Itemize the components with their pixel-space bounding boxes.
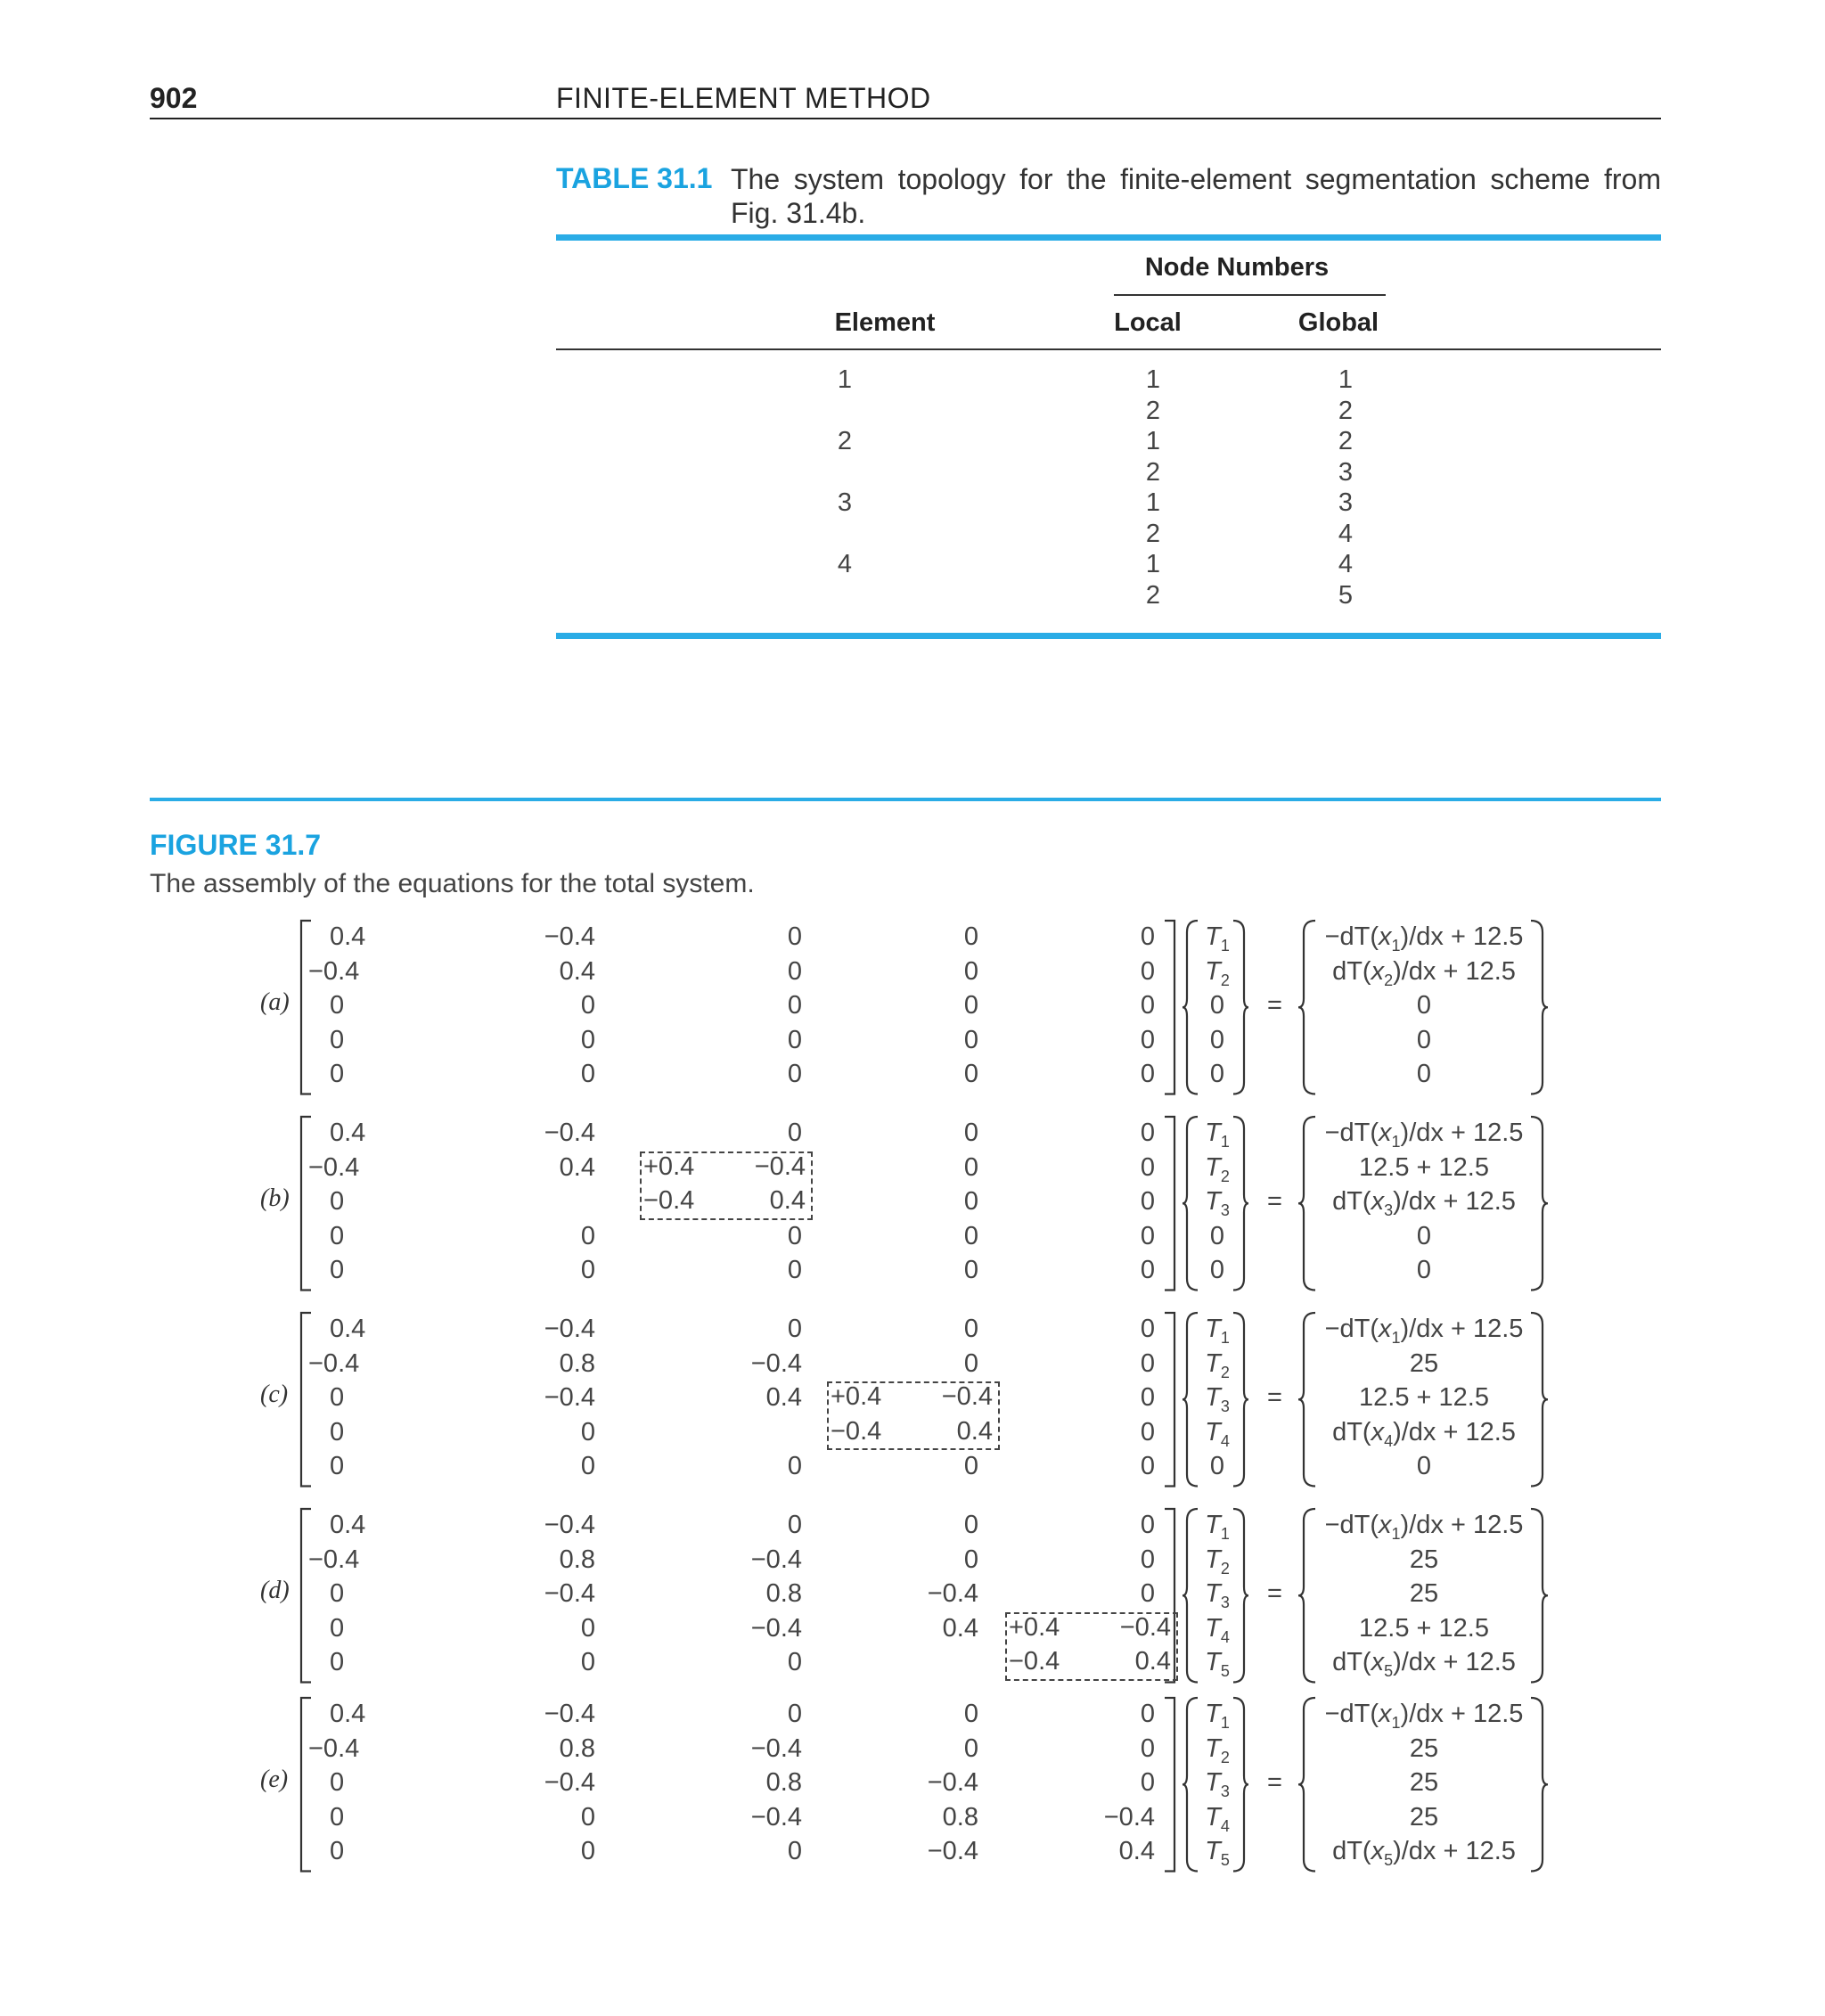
- matrix-entry: 0: [787, 1648, 802, 1676]
- unknown-entry: $T_4$: [1205, 1613, 1230, 1646]
- matrix-entry: 0: [963, 1119, 978, 1147]
- matrix-entry: −0.4: [750, 1802, 802, 1832]
- matrix-entry: 0: [787, 922, 802, 951]
- matrix-entry: 0: [787, 1256, 802, 1284]
- rhs-entry: 25: [1409, 1579, 1439, 1608]
- running-title: FINITE-ELEMENT METHOD: [556, 82, 931, 114]
- matrix-entry: −0.4: [1103, 1802, 1155, 1832]
- matrix-entry: 0: [1140, 1152, 1155, 1182]
- matrix-entry: 0: [963, 1348, 978, 1378]
- unknown-entry: $T_2$: [1205, 1152, 1230, 1185]
- matrix-entry: 0: [963, 1025, 978, 1054]
- matrix-entry: −0.4: [750, 1733, 802, 1763]
- matrix-entry: 0: [1140, 922, 1155, 951]
- matrix-entry: 0.4: [330, 1700, 366, 1728]
- matrix-entry: 0.8: [765, 1579, 802, 1608]
- rhs-entry: 0: [1416, 1060, 1432, 1088]
- unknown-entry: $T_2$: [1205, 1733, 1230, 1766]
- rhs-entry: $dT(x_2)/dx + 12.5$: [1332, 956, 1516, 989]
- box-entry: −0.4: [754, 1151, 806, 1181]
- unknown-entry: 0: [1209, 1060, 1225, 1088]
- matrix-entry: 0.8: [942, 1802, 978, 1832]
- equation-label: (e): [260, 1766, 289, 1793]
- matrix-entry: 0: [787, 1700, 802, 1728]
- matrix-entry: 0: [963, 956, 978, 986]
- table-cell-global: 4: [1338, 519, 1354, 548]
- matrix-entry: 0.4: [559, 956, 595, 986]
- matrix-entry: 0: [1140, 1348, 1155, 1378]
- table-top-rule: [556, 234, 1661, 241]
- unknown-entry: $T_1$: [1205, 1315, 1230, 1347]
- matrix-entry: 0: [330, 1613, 345, 1643]
- vector-left-brace: [1182, 920, 1199, 1095]
- matrix-right-bracket: [1164, 1116, 1176, 1291]
- matrix-entry: −0.4: [750, 1545, 802, 1574]
- matrix-entry: 0: [330, 1802, 345, 1832]
- table-caption: The system topology for the finite-element segmentation scheme from Fig. 31.4b.: [731, 163, 1661, 229]
- matrix-entry: 0: [1140, 1511, 1155, 1539]
- rhs-left-brace: [1297, 920, 1317, 1095]
- equation-label: (c): [260, 1381, 289, 1408]
- matrix-entry: 0: [787, 1511, 802, 1539]
- rhs-entry: 25: [1409, 1802, 1439, 1832]
- table-cell-element: 1: [837, 365, 853, 394]
- unknown-entry: 0: [1209, 1221, 1225, 1250]
- table-header-rule: [556, 348, 1661, 350]
- figure-top-rule: [150, 798, 1661, 801]
- equals-sign: =: [1267, 1187, 1282, 1216]
- matrix-entry: 0: [787, 1119, 802, 1147]
- matrix-entry: 0.8: [559, 1545, 595, 1574]
- table-cell-local: 2: [1145, 519, 1161, 548]
- matrix-entry: 0: [963, 1545, 978, 1574]
- matrix-entry: 0: [787, 1837, 802, 1865]
- matrix-entry: 0: [1140, 1256, 1155, 1284]
- matrix-entry: 0: [580, 1802, 595, 1832]
- matrix-entry: 0: [1140, 1545, 1155, 1574]
- box-entry: +0.4: [643, 1151, 695, 1181]
- unknown-entry: $T_1$: [1205, 1119, 1230, 1151]
- matrix-entry: 0: [1140, 1315, 1155, 1343]
- matrix-entry: −0.4: [544, 1119, 595, 1147]
- unknown-entry: $T_1$: [1205, 1511, 1230, 1543]
- matrix-entry: 0: [580, 1648, 595, 1676]
- matrix-entry: 0.4: [559, 1152, 595, 1182]
- matrix-entry: 0.4: [942, 1613, 978, 1643]
- matrix-entry: 0: [580, 1417, 595, 1446]
- table-col-local: Local: [1114, 308, 1182, 337]
- matrix-entry: 0: [1140, 1700, 1155, 1728]
- rhs-entry: $dT(x_3)/dx + 12.5$: [1332, 1187, 1516, 1219]
- table-cell-local: 1: [1145, 365, 1161, 394]
- header-rule: [150, 118, 1661, 119]
- page-number: 902: [150, 82, 198, 114]
- matrix-entry: −0.4: [544, 1383, 595, 1412]
- matrix-entry: 0: [330, 1417, 345, 1446]
- matrix-entry: 0: [330, 1648, 345, 1676]
- rhs-entry: 12.5 + 12.5: [1359, 1383, 1489, 1412]
- matrix-entry: 0: [963, 1511, 978, 1539]
- matrix-entry: 0: [330, 1452, 345, 1480]
- matrix-entry: 0: [963, 1452, 978, 1480]
- table-col-global: Global: [1297, 308, 1379, 337]
- matrix-entry: 0: [1140, 1733, 1155, 1763]
- matrix-entry: 0: [580, 1613, 595, 1643]
- table-cell-local: 1: [1145, 427, 1161, 455]
- table-cell-global: 2: [1338, 396, 1354, 425]
- box-entry: −0.4: [831, 1416, 882, 1446]
- matrix-entry: 0.4: [330, 922, 366, 951]
- unknown-entry: $T_2$: [1205, 956, 1230, 989]
- rhs-entry: $-dT(x_1)/dx + 12.5$: [1324, 1315, 1524, 1347]
- unknown-entry: $T_1$: [1205, 1700, 1230, 1732]
- matrix-entry: 0: [1140, 1417, 1155, 1446]
- matrix-entry: 0.4: [765, 1383, 802, 1412]
- matrix-entry: 0.4: [1118, 1837, 1155, 1865]
- equals-sign: =: [1267, 1383, 1282, 1412]
- rhs-entry: $-dT(x_1)/dx + 12.5$: [1324, 1119, 1524, 1151]
- vector-left-brace: [1182, 1508, 1199, 1684]
- unknown-entry: 0: [1209, 1256, 1225, 1284]
- matrix-entry: −0.4: [308, 1152, 360, 1182]
- rhs-entry: $dT(x_4)/dx + 12.5$: [1332, 1417, 1516, 1450]
- equals-sign: =: [1267, 1579, 1282, 1608]
- unknown-entry: $T_3$: [1205, 1768, 1230, 1800]
- matrix-entry: −0.4: [544, 1579, 595, 1608]
- matrix-entry: 0: [330, 991, 345, 1020]
- matrix-entry: −0.4: [750, 1613, 802, 1643]
- matrix-entry: 0: [330, 1579, 345, 1608]
- table-label: TABLE 31.1: [556, 162, 713, 194]
- rhs-left-brace: [1297, 1697, 1317, 1873]
- unknown-entry: $T_2$: [1205, 1348, 1230, 1381]
- matrix-entry: 0: [963, 1152, 978, 1182]
- rhs-entry: $dT(x_5)/dx + 12.5$: [1332, 1837, 1516, 1869]
- matrix-entry: 0: [330, 1025, 345, 1054]
- matrix-entry: 0: [963, 1700, 978, 1728]
- table-cell-global: 5: [1338, 580, 1354, 610]
- table-cell-element: 4: [837, 550, 853, 578]
- unknown-entry: $T_3$: [1205, 1383, 1230, 1415]
- vector-right-brace: [1232, 920, 1249, 1095]
- matrix-entry: 0: [330, 1187, 345, 1216]
- table-cell-local: 2: [1145, 580, 1161, 610]
- matrix-entry: 0: [330, 1837, 345, 1865]
- matrix-entry: 0: [580, 1025, 595, 1054]
- matrix-entry: 0: [580, 1060, 595, 1088]
- matrix-right-bracket: [1164, 1697, 1176, 1873]
- matrix-entry: 0: [787, 991, 802, 1020]
- matrix-entry: 0.8: [765, 1768, 802, 1797]
- matrix-entry: 0: [963, 991, 978, 1020]
- matrix-entry: 0: [580, 991, 595, 1020]
- matrix-entry: 0: [787, 1221, 802, 1250]
- matrix-entry: 0.8: [559, 1348, 595, 1378]
- matrix-left-bracket: [299, 1312, 312, 1487]
- matrix-entry: 0: [1140, 1383, 1155, 1412]
- unknown-entry: $T_3$: [1205, 1187, 1230, 1219]
- matrix-entry: 0: [330, 1256, 345, 1284]
- rhs-entry: $-dT(x_1)/dx + 12.5$: [1324, 922, 1524, 955]
- table-cell-local: 1: [1145, 488, 1161, 517]
- rhs-entry: 25: [1409, 1768, 1439, 1797]
- unknown-entry: $T_4$: [1205, 1802, 1230, 1835]
- matrix-entry: −0.4: [308, 1545, 360, 1574]
- table-cell-element: 3: [837, 488, 853, 517]
- table-cell-global: 3: [1338, 488, 1354, 517]
- rhs-entry: 25: [1409, 1348, 1439, 1378]
- matrix-entry: −0.4: [927, 1768, 978, 1797]
- matrix-entry: 0: [1140, 1025, 1155, 1054]
- matrix-entry: 0: [963, 1187, 978, 1216]
- table-cell-local: 2: [1145, 396, 1161, 425]
- matrix-entry: 0: [963, 922, 978, 951]
- matrix-left-bracket: [299, 1508, 312, 1684]
- vector-left-brace: [1182, 1116, 1199, 1291]
- equals-sign: =: [1267, 991, 1282, 1020]
- matrix-entry: 0: [330, 1060, 345, 1088]
- rhs-entry: 25: [1409, 1545, 1439, 1574]
- vector-left-brace: [1182, 1697, 1199, 1873]
- rhs-entry: 0: [1416, 1256, 1432, 1284]
- rhs-entry: 12.5 + 12.5: [1359, 1613, 1489, 1643]
- matrix-entry: −0.4: [544, 1315, 595, 1343]
- figure-caption: The assembly of the equations for the total system.: [150, 869, 755, 898]
- table-group-rule: [1114, 294, 1386, 296]
- table-cell-global: 2: [1338, 427, 1354, 455]
- matrix-entry: −0.4: [927, 1837, 978, 1865]
- rhs-entry: 0: [1416, 991, 1432, 1020]
- rhs-left-brace: [1297, 1508, 1317, 1684]
- matrix-entry: 0: [787, 956, 802, 986]
- vector-right-brace: [1232, 1697, 1249, 1873]
- box-entry: 0.4: [769, 1186, 806, 1215]
- matrix-entry: −0.4: [308, 956, 360, 986]
- matrix-entry: 0.4: [330, 1511, 366, 1539]
- table-cell-local: 2: [1145, 457, 1161, 487]
- matrix-entry: −0.4: [544, 1700, 595, 1728]
- matrix-entry: 0: [1140, 1187, 1155, 1216]
- matrix-entry: 0: [580, 1837, 595, 1865]
- matrix-entry: −0.4: [750, 1348, 802, 1378]
- matrix-entry: −0.4: [544, 922, 595, 951]
- matrix-entry: 0: [330, 1768, 345, 1797]
- matrix-entry: 0: [787, 1025, 802, 1054]
- matrix-entry: 0: [963, 1733, 978, 1763]
- matrix-entry: 0: [787, 1315, 802, 1343]
- rhs-entry: 0: [1416, 1221, 1432, 1250]
- matrix-entry: 0: [1140, 1579, 1155, 1608]
- rhs-right-brace: [1529, 1312, 1549, 1487]
- matrix-entry: −0.4: [544, 1768, 595, 1797]
- rhs-entry: 0: [1416, 1452, 1432, 1480]
- matrix-entry: 0: [330, 1383, 345, 1412]
- matrix-entry: 0: [1140, 956, 1155, 986]
- table-cell-element: 2: [837, 427, 853, 455]
- unknown-entry: $T_1$: [1205, 922, 1230, 955]
- rhs-right-brace: [1529, 1508, 1549, 1684]
- matrix-entry: 0: [330, 1221, 345, 1250]
- matrix-entry: 0: [787, 1060, 802, 1088]
- vector-right-brace: [1232, 1508, 1249, 1684]
- equation-label: (d): [260, 1577, 290, 1604]
- figure-label: FIGURE 31.7: [150, 829, 322, 861]
- vector-right-brace: [1232, 1312, 1249, 1487]
- box-entry: 0.4: [1134, 1647, 1171, 1676]
- rhs-right-brace: [1529, 920, 1549, 1095]
- table-cell-global: 3: [1338, 457, 1354, 487]
- box-entry: −0.4: [941, 1382, 993, 1411]
- matrix-entry: 0: [580, 1452, 595, 1480]
- box-entry: +0.4: [831, 1382, 882, 1411]
- matrix-entry: −0.4: [308, 1348, 360, 1378]
- matrix-entry: 0: [787, 1452, 802, 1480]
- unknown-entry: $T_4$: [1205, 1417, 1230, 1450]
- box-entry: 0.4: [956, 1416, 993, 1446]
- unknown-entry: 0: [1209, 1452, 1225, 1480]
- matrix-left-bracket: [299, 920, 312, 1095]
- matrix-entry: 0.4: [330, 1119, 366, 1147]
- rhs-entry: $dT(x_5)/dx + 12.5$: [1332, 1648, 1516, 1680]
- equation-label: (a): [260, 988, 290, 1016]
- unknown-entry: $T_5$: [1205, 1648, 1230, 1680]
- box-entry: −0.4: [1119, 1612, 1171, 1642]
- unknown-entry: $T_5$: [1205, 1837, 1230, 1869]
- unknown-entry: 0: [1209, 991, 1225, 1020]
- box-entry: −0.4: [643, 1186, 695, 1215]
- vector-right-brace: [1232, 1116, 1249, 1291]
- matrix-entry: 0: [1140, 1452, 1155, 1480]
- table-col-element: Element: [834, 308, 936, 337]
- box-entry: −0.4: [1009, 1647, 1060, 1676]
- unknown-entry: $T_3$: [1205, 1579, 1230, 1611]
- rhs-entry: 25: [1409, 1733, 1439, 1763]
- matrix-entry: −0.4: [544, 1511, 595, 1539]
- rhs-right-brace: [1529, 1116, 1549, 1291]
- matrix-left-bracket: [299, 1116, 312, 1291]
- equation-label: (b): [260, 1184, 290, 1212]
- matrix-entry: 0: [1140, 1119, 1155, 1147]
- table-bottom-rule: [556, 633, 1661, 639]
- rhs-entry: 0: [1416, 1025, 1432, 1054]
- matrix-entry: 0: [963, 1221, 978, 1250]
- box-entry: +0.4: [1009, 1612, 1060, 1642]
- matrix-entry: 0: [963, 1315, 978, 1343]
- matrix-entry: 0: [963, 1060, 978, 1088]
- table-cell-local: 1: [1145, 550, 1161, 578]
- matrix-entry: −0.4: [927, 1579, 978, 1608]
- table-cell-global: 1: [1338, 365, 1354, 394]
- matrix-entry: 0.8: [559, 1733, 595, 1763]
- matrix-right-bracket: [1164, 920, 1176, 1095]
- rhs-entry: $-dT(x_1)/dx + 12.5$: [1324, 1511, 1524, 1543]
- matrix-entry: 0: [580, 1256, 595, 1284]
- matrix-entry: 0: [1140, 1221, 1155, 1250]
- matrix-left-bracket: [299, 1697, 312, 1873]
- rhs-entry: $-dT(x_1)/dx + 12.5$: [1324, 1700, 1524, 1732]
- matrix-entry: 0: [1140, 1060, 1155, 1088]
- table-cell-global: 4: [1338, 550, 1354, 578]
- matrix-entry: 0: [1140, 1768, 1155, 1797]
- unknown-entry: $T_2$: [1205, 1545, 1230, 1578]
- matrix-right-bracket: [1164, 1312, 1176, 1487]
- vector-left-brace: [1182, 1312, 1199, 1487]
- rhs-left-brace: [1297, 1312, 1317, 1487]
- matrix-entry: 0.4: [330, 1315, 366, 1343]
- matrix-entry: 0: [1140, 991, 1155, 1020]
- rhs-left-brace: [1297, 1116, 1317, 1291]
- rhs-entry: 12.5 + 12.5: [1359, 1152, 1489, 1182]
- table-group-header: Node Numbers: [1144, 253, 1330, 282]
- rhs-right-brace: [1529, 1697, 1549, 1873]
- matrix-entry: 0: [963, 1256, 978, 1284]
- matrix-entry: 0: [580, 1221, 595, 1250]
- matrix-entry: −0.4: [308, 1733, 360, 1763]
- equals-sign: =: [1267, 1768, 1282, 1797]
- unknown-entry: 0: [1209, 1025, 1225, 1054]
